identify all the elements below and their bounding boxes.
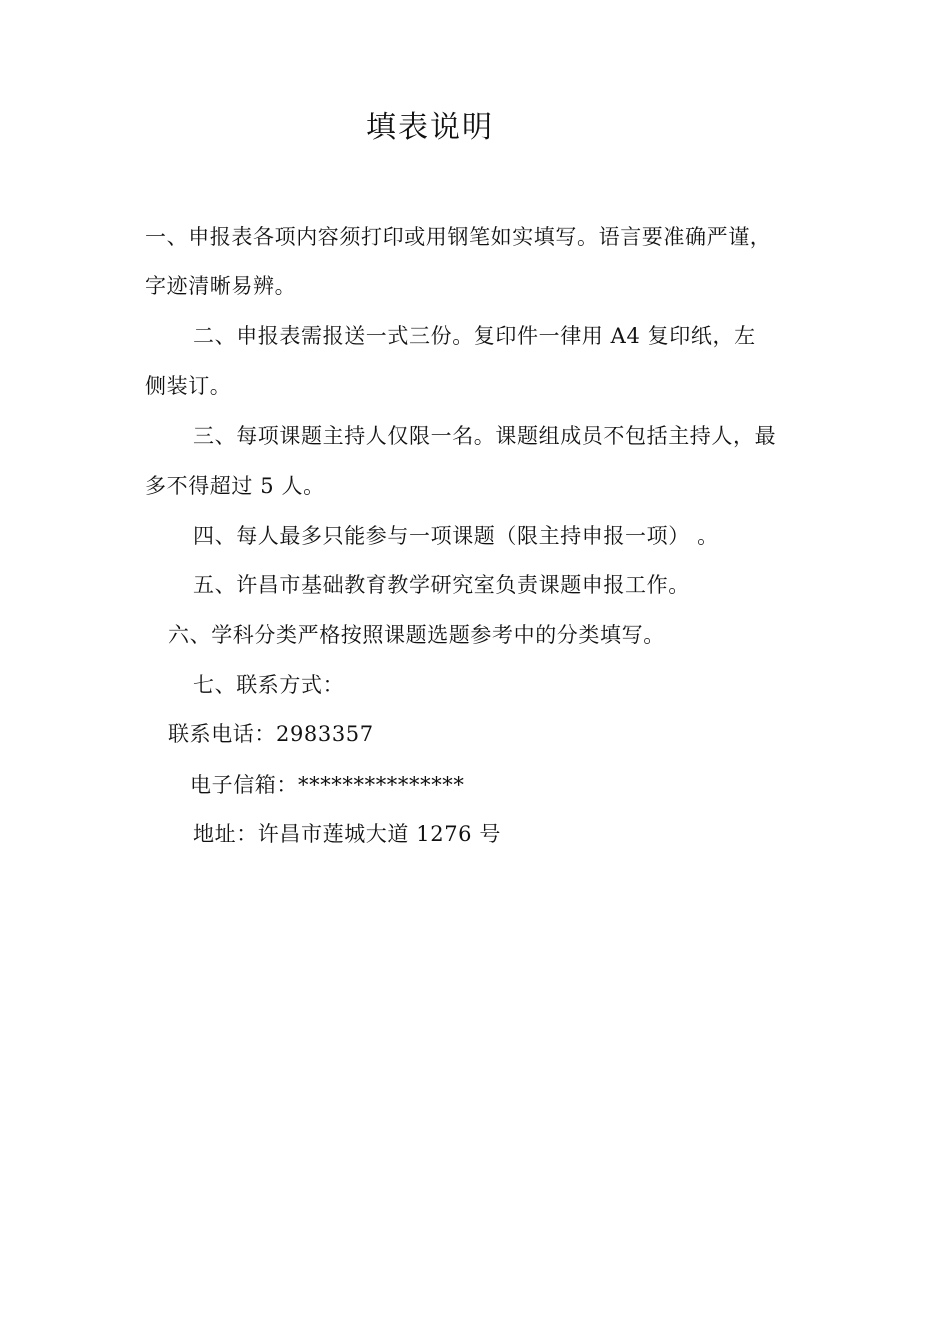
instruction-2-line-1: 二、申报表需报送一式三份。复印件一律用 A4 复印纸，左: [193, 324, 756, 348]
contact-email: 电子信箱：***************: [190, 773, 465, 797]
instruction-3-line-2: 多不得超过 5 人。: [145, 474, 325, 498]
instruction-5: 五、许昌市基础教育教学研究室负责课题申报工作。: [193, 573, 690, 597]
instruction-2-line-2: 侧装订。: [145, 374, 232, 398]
instruction-4: 四、每人最多只能参与一项课题（限主持申报一项） 。: [193, 524, 719, 548]
instruction-1-line-2: 字迹清晰易辨。: [145, 274, 297, 298]
page-title: 填表说明: [366, 110, 494, 145]
instruction-1-line-1: 一、申报表各项内容须打印或用钢笔如实填写。语言要准确严谨，: [145, 225, 772, 249]
contact-address: 地址：许昌市莲城大道 1276 号: [193, 822, 501, 846]
contact-phone: 联系电话：2983357: [168, 722, 374, 746]
instruction-7-heading: 七、联系方式：: [193, 673, 345, 697]
instruction-3-line-1: 三、每项课题主持人仅限一名。课题组成员不包括主持人，最: [193, 424, 777, 448]
instruction-6: 六、学科分类严格按照课题选题参考中的分类填写。: [168, 623, 665, 647]
